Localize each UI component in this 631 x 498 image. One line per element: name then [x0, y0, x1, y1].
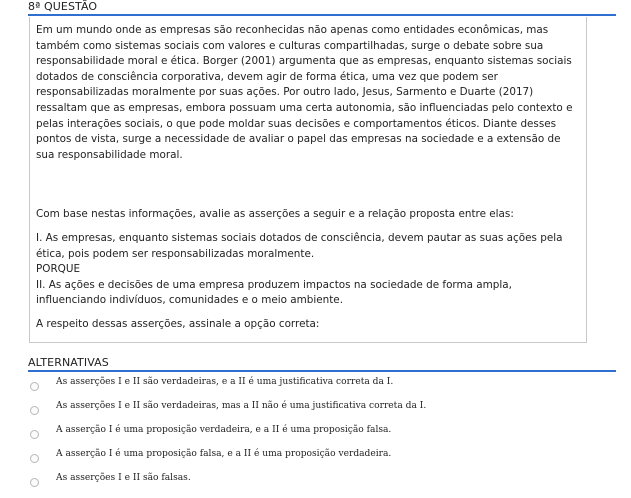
radio-button-a[interactable] — [30, 382, 39, 391]
question-title: 8ª QUESTÃO — [28, 0, 98, 13]
alternative-option-b[interactable] — [28, 397, 616, 421]
assertion-connector: PORQUE — [36, 263, 81, 276]
alternative-a-label[interactable]: As asserções I e II são verdadeiras, e a II é uma justificativa correta da I. — [56, 377, 394, 387]
alternative-option-c[interactable] — [28, 421, 616, 445]
question-header-divider — [28, 14, 616, 16]
alternative-d-label[interactable]: A asserção I é uma proposição falsa, e a II é uma proposição verdadeira. — [56, 449, 392, 459]
alternatives-header-divider — [28, 370, 616, 372]
alternative-option-e[interactable] — [28, 469, 616, 493]
alternative-c-label[interactable]: A asserção I é uma proposição verdadeira, e a II é uma proposição falsa. — [56, 425, 392, 435]
question-prompt-text: A respeito dessas asserções, assinale a opção correta: — [36, 317, 320, 330]
alternatives-title: ALTERNATIVAS — [28, 356, 109, 369]
assertion-2-text: II. As ações e decisões de uma empresa produzem impactos na sociedade de forma ampla, influenciando indivíduos, comunidades e o meio ambiente. — [36, 278, 512, 307]
question-header — [28, 0, 616, 16]
alternative-option-a[interactable] — [28, 373, 616, 397]
question-body — [29, 17, 587, 343]
alternative-option-d[interactable] — [28, 445, 616, 469]
radio-button-d[interactable] — [30, 454, 39, 463]
radio-button-e[interactable] — [30, 478, 39, 487]
alternatives-header — [28, 355, 616, 372]
assertion-1-text: I. As empresas, enquanto sistemas sociais dotados de consciência, devem pautar as suas ações pela ética, pois podem ser responsabilizadas moralmente. — [36, 231, 563, 260]
alternative-e-label[interactable]: As asserções I e II são falsas. — [56, 473, 191, 483]
question-intro-text: Em um mundo onde as empresas são reconhecidas não apenas como entidades econômicas, mas também como sistemas sociais com valores e culturas compartilhadas, surge o debate sobre sua responsabilidade moral e ética. Borger (2001) argumenta que as empresas, enquanto sistemas sociais dotados de consciência corporativa, devem agir de forma ética, uma vez que podem ser responsabilizadas moralmente por suas ações. Por outro lado, Jesus, Sarmento e Duarte (2017) ressaltam que as empresas, embora possuam uma certa autonomia, são influenciadas pelo contexto e pelas interações sociais, o que pode moldar suas decisões e comportamentos éticos. Diante desses pontos de vista, surge a necessidade de avaliar o papel das empresas na sociedade e a extensão de sua responsabilidade moral. — [36, 24, 573, 161]
alternative-b-label[interactable]: As asserções I e II são verdadeiras, mas a II não é uma justificativa correta da I. — [56, 401, 427, 411]
radio-button-c[interactable] — [30, 430, 39, 439]
question-base-text: Com base nestas informações, avalie as asserções a seguir e a relação proposta entre elas: — [36, 208, 514, 221]
radio-button-b[interactable] — [30, 406, 39, 415]
alternatives-list — [28, 373, 616, 493]
